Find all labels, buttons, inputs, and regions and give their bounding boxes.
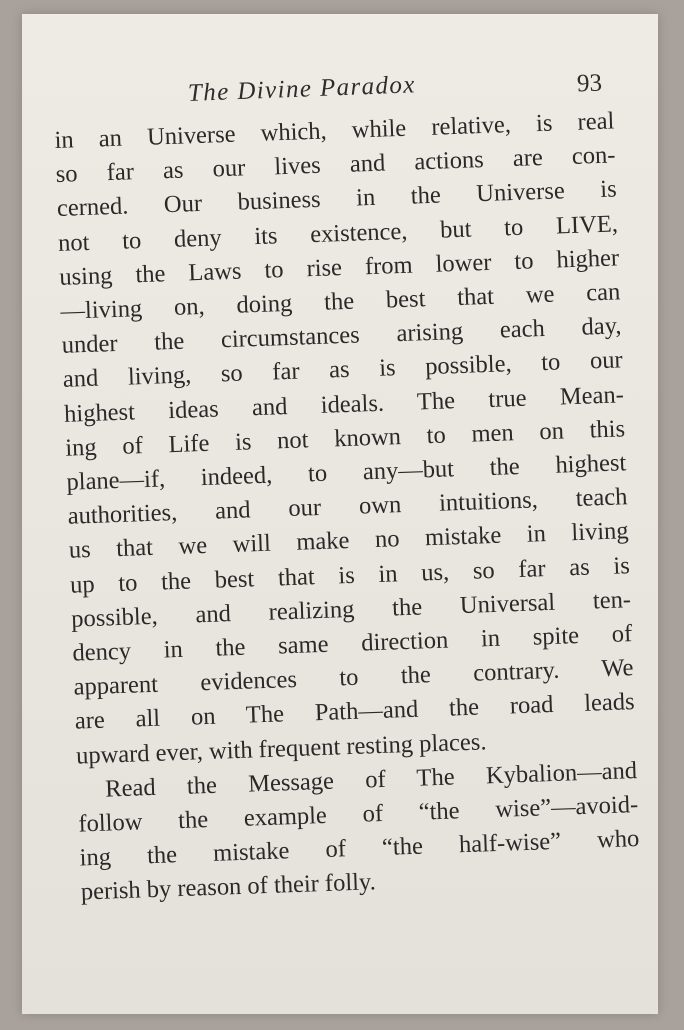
text-line: Read the Message of The Kybalion—and: [104, 756, 638, 803]
paragraph-2: [77, 754, 641, 910]
text-line: dency in the same direction in spite of: [72, 620, 633, 667]
text-line: authorities, and our own intuitions, teach: [67, 483, 628, 530]
text-line: cerned. Our business in the Universe is: [56, 175, 618, 223]
text-line: perish by reason of their folly.: [80, 868, 377, 906]
text-line: us that we will make no mistake in living: [68, 517, 630, 565]
text-line: plane—if, indeed, to any—but the highest: [66, 449, 627, 496]
running-title: The Divine Paradox: [187, 71, 417, 107]
page-number: 93: [576, 69, 603, 98]
text-line: apparent evidences to the contrary. We: [73, 654, 634, 701]
text-line: not to deny its existence, but to LIVE,: [57, 210, 619, 257]
text-line: using the Laws to rise from lower to higher: [58, 244, 620, 291]
book-page: [22, 14, 658, 1014]
text-line: —living on, doing the best that we can: [60, 278, 621, 325]
text-line: in an Universe which, while relative, is real: [54, 107, 615, 154]
text-line: follow the example of “the wise”—avoid-: [77, 791, 639, 838]
text-line: are all on The Path—and the road leads: [74, 688, 635, 736]
text-line: highest ideas and ideals. The true Mean-: [63, 380, 625, 428]
text-line: and living, so far as is possible, to our: [62, 346, 624, 394]
text-line: under the circumstances arising each day,: [61, 312, 622, 360]
text-line: upward ever, with frequent resting places.: [75, 727, 487, 770]
text-line: so far as our lives and actions are con-: [55, 141, 616, 189]
text-line: ing of Life is not known to men on this: [64, 415, 626, 462]
text-line: ing the mistake of “the half-wise” who: [79, 825, 640, 872]
paragraph-1: [54, 104, 636, 773]
text-line: possible, and realizing the Universal ten-: [70, 586, 632, 633]
body-text: [54, 104, 641, 910]
text-line: up to the best that is in us, so far as is: [69, 551, 631, 599]
